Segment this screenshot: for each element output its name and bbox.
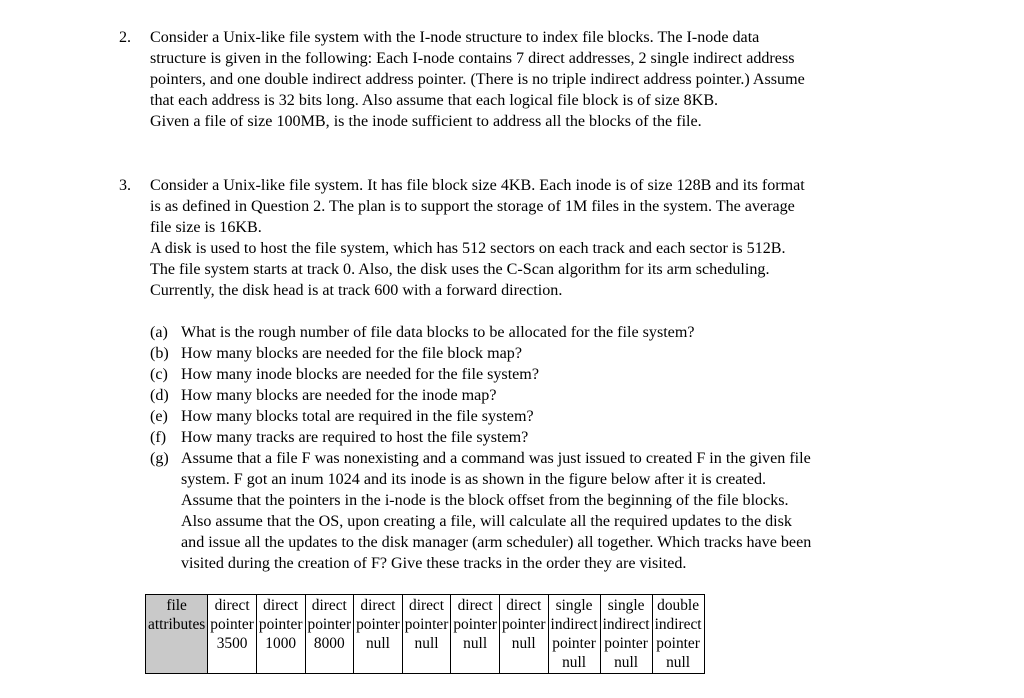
subquestion-list (150, 322, 909, 574)
cell-line: pointer (604, 635, 648, 652)
cell-line: single (607, 597, 645, 614)
question-3 (119, 175, 909, 574)
text-line: file size is 16KB. (150, 219, 262, 236)
subquestion-label: (e) (150, 408, 168, 425)
cell-line: pointer (258, 616, 303, 633)
subquestion-label: (d) (150, 387, 169, 404)
inode-row (146, 595, 705, 674)
inode-cell-direct-pointer-6 (451, 595, 500, 674)
text-line: system. F got an inum 1024 and its inode is as shown in the figure below after it is created. (181, 471, 767, 488)
question-number: 3. (119, 177, 132, 194)
text-line: pointers, and one double indirect address pointer. (There is no triple indirect address pointer.) Assume (150, 71, 805, 88)
inode-cell-double-indirect (652, 595, 704, 674)
cell-value: 3500 (216, 635, 248, 652)
cell-line: indirect (602, 616, 650, 633)
cell-line: indirect (654, 616, 702, 633)
cell-line: direct (263, 597, 299, 614)
inode-cell-direct-pointer-4 (354, 595, 403, 674)
subquestion-e (150, 406, 909, 427)
cell-value: null (365, 635, 390, 652)
cell-line: single (555, 597, 593, 614)
text-line: visited during the creation of F? Give these tracks in the order they are visited. (181, 555, 687, 572)
text-line: What is the rough number of file data blocks to be allocated for the file system? (181, 324, 695, 341)
question-text (150, 27, 909, 132)
subquestion-d (150, 385, 909, 406)
cell-line: direct (457, 597, 493, 614)
text-line: How many inode blocks are needed for the file system? (181, 366, 539, 383)
text-line: and issue all the updates to the disk manager (arm scheduler) all together. Which tracks have been (181, 534, 812, 551)
cell-line: direct (214, 597, 250, 614)
text-line: How many blocks are needed for the inode map? (181, 387, 497, 404)
cell-value: null (562, 654, 587, 671)
text-line: that each address is 32 bits long. Also assume that each logical file block is of size 8KB. (150, 92, 719, 109)
subquestion-label: (b) (150, 345, 169, 362)
subquestion-g (150, 448, 909, 574)
cell-line: direct (409, 597, 445, 614)
subquestion-a (150, 322, 909, 343)
question-number: 2. (119, 29, 132, 46)
inode-cell-direct-pointer-5 (402, 595, 451, 674)
cell-line: direct (311, 597, 347, 614)
inode-cell-single-indirect-1 (548, 595, 600, 674)
cell-line: direct (360, 597, 396, 614)
cell-line: indirect (550, 616, 598, 633)
text-line: Given a file of size 100MB, is the inode sufficient to address all the blocks of the file. (150, 113, 702, 130)
cell-line: pointer (307, 616, 352, 633)
cell-line: pointer (356, 616, 400, 633)
cell-value: null (666, 654, 691, 671)
question-text (150, 175, 909, 574)
subquestion-c (150, 364, 909, 385)
cell-value: 8000 (313, 635, 345, 652)
inode-cell-direct-pointer-3 (305, 595, 354, 674)
text-line: The file system starts at track 0. Also, the disk uses the C-Scan algorithm for its arm scheduling. (150, 261, 770, 278)
text-line: Also assume that the OS, upon creating a file, will calculate all the required updates to the disk (181, 513, 792, 530)
text-line: How many blocks are needed for the file block map? (181, 345, 522, 362)
cell-value: null (614, 654, 639, 671)
cell-value: null (414, 635, 439, 652)
text-line: A disk is used to host the file system, which has 512 sectors on each track and each sector is 512B. (150, 240, 786, 257)
cell-value: 1000 (265, 635, 297, 652)
cell-value: null (511, 635, 536, 652)
subquestion-label: (f) (150, 429, 167, 446)
inode-cell-file-attributes (146, 595, 208, 674)
subquestion-label: (a) (150, 324, 168, 341)
cell-line: pointer (501, 616, 546, 633)
text-line: Currently, the disk head is at track 600 with a forward direction. (150, 282, 563, 299)
inode-cell-direct-pointer-2 (256, 595, 305, 674)
subquestion-f (150, 427, 909, 448)
cell-value: null (463, 635, 488, 652)
text-line: How many blocks total are required in the file system? (181, 408, 534, 425)
inode-cell-single-indirect-2 (600, 595, 652, 674)
inode-cell-direct-pointer-7 (499, 595, 548, 674)
text-line: Consider a Unix-like file system. It has file block size 4KB. Each inode is of size 128B and its format (150, 177, 805, 194)
subquestion-label: (c) (150, 366, 168, 383)
text-line: structure is given in the following: Each I-node contains 7 direct addresses, 2 single indirect address (150, 50, 795, 67)
text-line: Assume that the pointers in the i-node is the block offset from the beginning of the file blocks. (181, 492, 789, 509)
cell-line: pointer (404, 616, 449, 633)
inode-cell-direct-pointer-1 (208, 595, 257, 674)
question-2 (119, 27, 909, 132)
cell-line: attributes (148, 616, 206, 633)
cell-line: file (166, 597, 187, 614)
subquestion-b (150, 343, 909, 364)
cell-line: pointer (552, 635, 596, 652)
cell-line: double (657, 597, 700, 614)
text-line: is as defined in Question 2. The plan is to support the storage of 1M files in the system. The average (150, 198, 795, 215)
inode-table (145, 594, 705, 674)
cell-line: pointer (453, 616, 497, 633)
text-line: How many tracks are required to host the file system? (181, 429, 529, 446)
cell-line: pointer (210, 616, 254, 633)
cell-line: pointer (656, 635, 700, 652)
text-line: Assume that a file F was nonexisting and a command was just issued to created F in the given file (181, 450, 811, 467)
subquestion-label: (g) (150, 450, 169, 467)
cell-line: direct (506, 597, 542, 614)
text-line: Consider a Unix-like file system with the I-node structure to index file blocks. The I-node data (150, 29, 760, 46)
